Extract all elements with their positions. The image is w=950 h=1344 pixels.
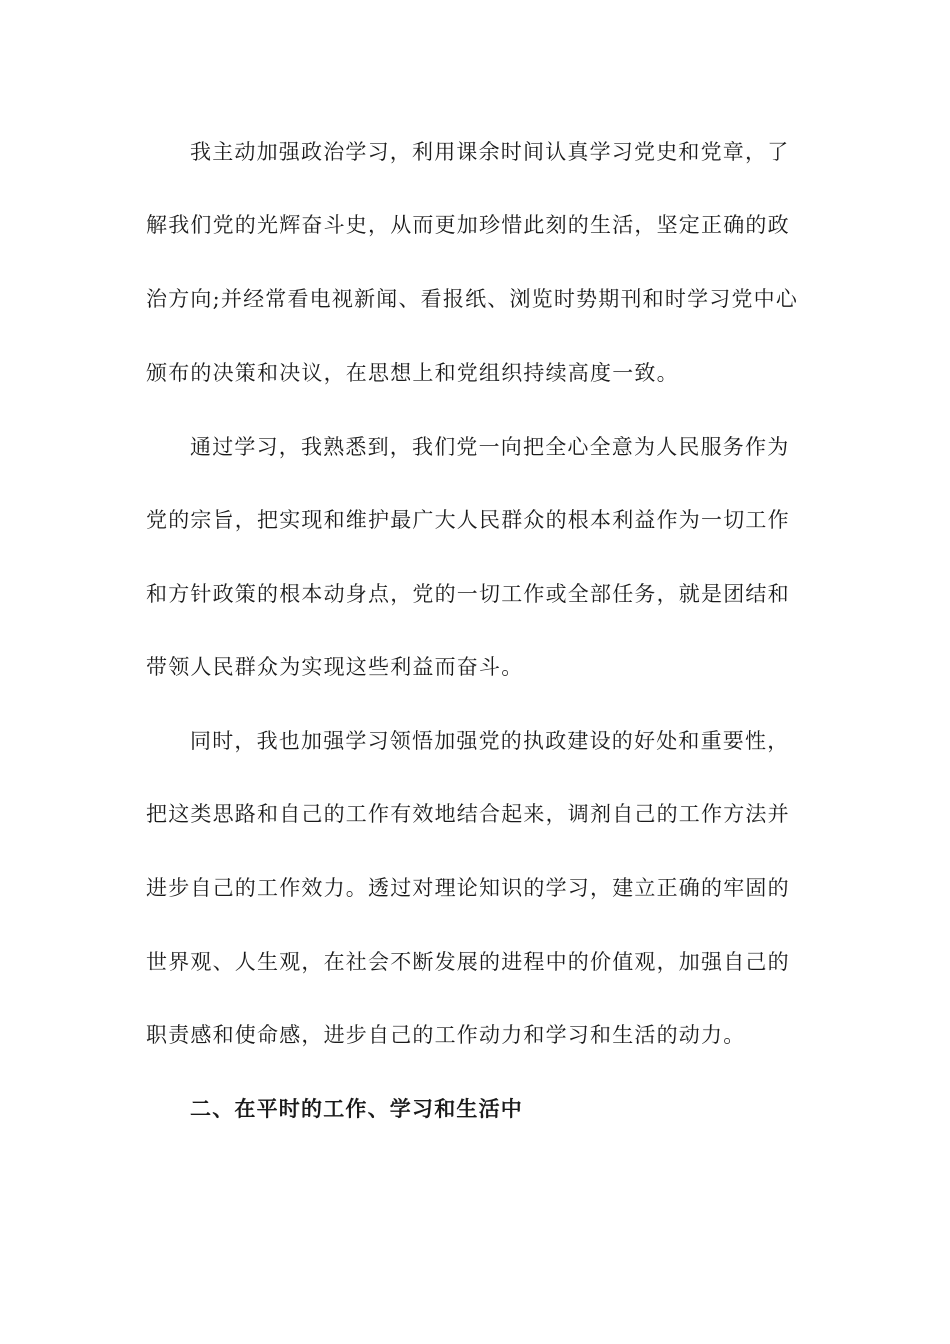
paragraph-1-line-4: 颁布的决策和决议，在思想上和党组织持续高度一致。: [146, 361, 679, 385]
paragraph-2-line-4: 带领人民群众为实现这些利益而奋斗。: [146, 655, 524, 679]
paragraph-2-line-3: 和方针政策的根本动身点，党的一切工作或全部任务，就是团结和: [146, 582, 790, 606]
paragraph-2-line-2: 党的宗旨，把实现和维护最广大人民群众的根本利益作为一切工作: [146, 508, 790, 532]
paragraph-3-line-4: 世界观、人生观，在社会不断发展的进程中的价值观，加强自己的: [146, 950, 790, 974]
section-heading: 二、在平时的工作、学习和生活中: [190, 1097, 523, 1121]
paragraph-1-line-1: 我主动加强政治学习，利用课余时间认真学习党史和党章，了: [190, 140, 790, 164]
paragraph-2-line-1: 通过学习，我熟悉到，我们党一向把全心全意为人民服务作为: [190, 435, 790, 459]
paragraph-1-line-3: 治方向;并经常看电视新闻、看报纸、浏览时势期刊和时学习党中心: [146, 287, 799, 311]
paragraph-3-line-1: 同时，我也加强学习领悟加强党的执政建设的好处和重要性，: [190, 729, 790, 753]
paragraph-3-line-5: 职责感和使命感，进步自己的工作动力和学习和生活的动力。: [146, 1023, 746, 1047]
paragraph-3-line-3: 进步自己的工作效力。透过对理论知识的学习，建立正确的牢固的: [146, 876, 790, 900]
paragraph-1-line-2: 解我们党的光辉奋斗史，从而更加珍惜此刻的生活，坚定正确的政: [146, 213, 790, 237]
paragraph-3-line-2: 把这类思路和自己的工作有效地结合起来，调剂自己的工作方法并: [146, 802, 790, 826]
